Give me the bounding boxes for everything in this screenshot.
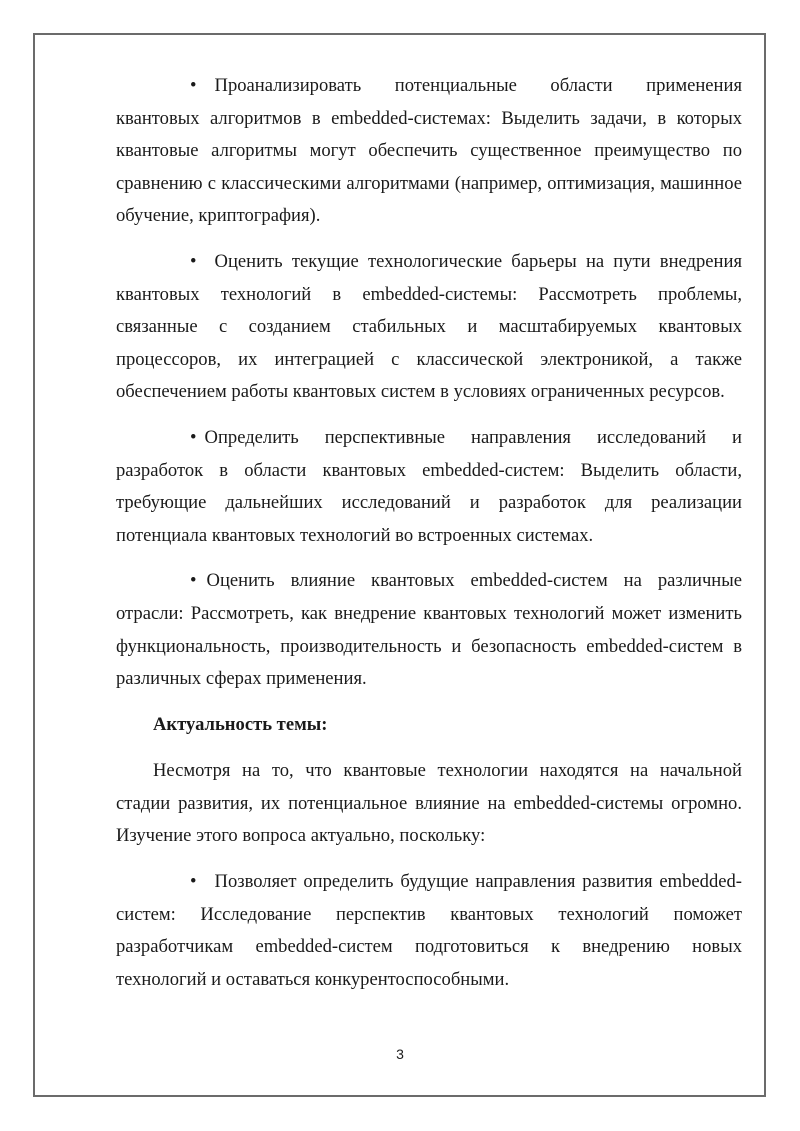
paragraph-text: Позволяет определить будущие направления развития embedded-систем: Исследование перспектив квантовых технологий поможет разработчикам embedded-систем подготовиться к внедрению новых технологий и оставаться конкурентоспособными. bbox=[116, 871, 742, 990]
bullet-paragraph-4 bbox=[116, 565, 742, 695]
bullet-marker: • bbox=[190, 250, 197, 272]
bullet-paragraph-2 bbox=[116, 246, 742, 409]
bullet-paragraph-1 bbox=[116, 70, 742, 233]
paragraph-text: Оценить текущие технологические барьеры на пути внедрения квантовых технологий в embedded-системы: Рассмотреть проблемы, связанные с созданием стабильных и масштабируемых квантовых процессоров, их интеграцией с классической электроникой, а также обеспечением работы квантовых систем в условиях ограниченных ресурсов. bbox=[116, 250, 742, 403]
page-number: 3 bbox=[396, 1046, 404, 1062]
bullet-marker: • bbox=[190, 570, 197, 592]
paragraph-text: Проанализировать потенциальные области применения квантовых алгоритмов в embedded-системах: Выделить задачи, в которых квантовые алгоритмы могут обеспечить существенное преимущество по сравнению с классическими алгоритмами (например, оптимизация, машинное обучение, криптография). bbox=[116, 75, 742, 227]
bullet-paragraph-5 bbox=[116, 866, 742, 996]
document-body bbox=[116, 70, 742, 1009]
bullet-paragraph-3 bbox=[116, 422, 742, 552]
bullet-marker: • bbox=[190, 871, 197, 893]
paragraph-text: Определить перспективные направления исследований и разработок в области квантовых embedded-систем: Выделить области, требующие дальнейших исследований и разработок для реализации потенциала квантовых технологий во встроенных системах. bbox=[116, 426, 742, 546]
intro-paragraph: Несмотря на то, что квантовые технологии находятся на начальной стадии развития, их потенциальное влияние на embedded-системы огромно. Изучение этого вопроса актуально, поскольку: bbox=[116, 760, 742, 847]
bullet-marker: • bbox=[190, 426, 197, 448]
paragraph-text: Оценить влияние квантовых embedded-систем на различные отрасли: Рассмотреть, как внедрение квантовых технологий может изменить функциональность, производительность и безопасность embedded-систем в различных сферах применения. bbox=[116, 570, 742, 690]
bullet-marker: • bbox=[190, 75, 197, 96]
section-heading: Актуальность темы: bbox=[153, 713, 328, 735]
